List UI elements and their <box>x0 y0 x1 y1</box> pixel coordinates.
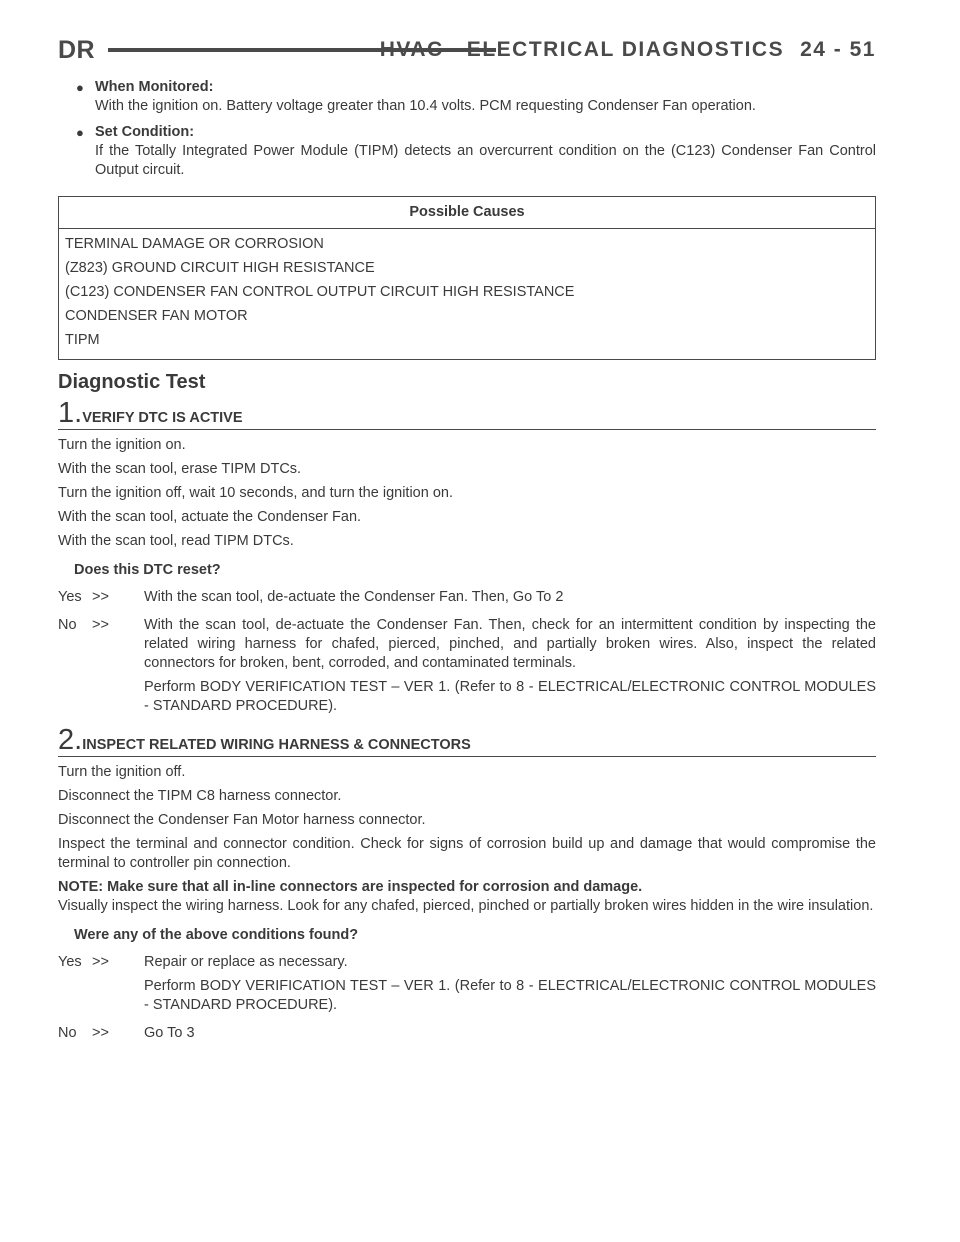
answer-key: Yes <box>58 589 82 605</box>
page-header <box>58 36 876 66</box>
step-instruction: With the scan tool, actuate the Condenser Fan. <box>58 509 362 525</box>
answer-body <box>144 1024 876 1048</box>
section-title <box>380 38 876 62</box>
step-instruction: Visually inspect the wiring harness. Look for any chafed, pierced, pinched or partially broken wires hidden in the wire insulation. <box>58 898 874 914</box>
manual-code: DR <box>58 36 96 64</box>
answer-text: With the scan tool, de-actuate the Condenser Fan. Then, check for an intermittent condition by inspecting the related wiring harness for chafed, pierced, pinched, and partially broken wires. Also, inspect the related connectors for broken, bent, corroded, and contaminated terminals. <box>144 617 876 671</box>
answer-text: Perform BODY VERIFICATION TEST – VER 1. (Refer to 8 - ELECTRICAL/ELECTRONIC CONTROL MODULES - STANDARD PROCEDURE). <box>144 679 876 714</box>
step-heading <box>58 397 876 430</box>
possible-causes-table <box>58 196 876 360</box>
cause-item: (C123) CONDENSER FAN CONTROL OUTPUT CIRCUIT HIGH RESISTANCE <box>65 284 575 300</box>
step-instruction: Disconnect the Condenser Fan Motor harness connector. <box>58 812 426 828</box>
answer-arrow: >> <box>92 954 109 970</box>
condition-label: When Monitored: <box>95 79 214 95</box>
step-instruction: Turn the ignition off, wait 10 seconds, and turn the ignition on. <box>58 485 453 501</box>
section-title-text: HVAC - ELECTRICAL DIAGNOSTICS <box>379 38 785 61</box>
answer-text: Go To 3 <box>144 1025 195 1041</box>
answer-key: No <box>58 1025 77 1041</box>
possible-causes-title: Possible Causes <box>59 197 875 229</box>
answer-text: With the scan tool, de-actuate the Condenser Fan. Then, Go To 2 <box>144 589 564 605</box>
step-instruction: Inspect the terminal and connector condition. Check for signs of corrosion build up and damage that would compromise the terminal to controller pin connection. <box>58 836 876 871</box>
step-instruction: With the scan tool, read TIPM DTCs. <box>58 533 294 549</box>
step-question: Does this DTC reset? <box>74 562 221 578</box>
answer-no <box>58 1024 876 1048</box>
answer-body <box>144 953 876 1020</box>
answer-yes <box>58 953 876 1020</box>
answer-arrow: >> <box>92 1025 109 1041</box>
step-note: NOTE: Make sure that all in-line connectors are inspected for corrosion and damage. <box>58 879 643 895</box>
cause-item: TIPM <box>65 332 100 348</box>
possible-causes-list <box>59 229 875 359</box>
page-number: 24 - 51 <box>800 38 876 61</box>
step-instruction: Turn the ignition on. <box>58 437 186 453</box>
step-heading <box>58 724 876 757</box>
answer-text: Perform BODY VERIFICATION TEST – VER 1. (Refer to 8 - ELECTRICAL/ELECTRONIC CONTROL MODULES - STANDARD PROCEDURE). <box>144 978 876 1013</box>
condition-list <box>58 78 876 180</box>
step-title: INSPECT RELATED WIRING HARNESS & CONNECTORS <box>82 737 471 753</box>
answer-yes <box>58 588 876 612</box>
cause-item: (Z823) GROUND CIRCUIT HIGH RESISTANCE <box>65 260 375 276</box>
step-number: 1. <box>58 397 83 429</box>
condition-when-monitored <box>58 78 876 116</box>
step-title: VERIFY DTC IS ACTIVE <box>82 410 243 426</box>
diagnostic-test-heading: Diagnostic Test <box>58 371 206 393</box>
page-content <box>58 78 876 1052</box>
step-instruction: Disconnect the TIPM C8 harness connector. <box>58 788 342 804</box>
bullet-icon: ● <box>76 125 84 140</box>
answer-body <box>144 588 876 612</box>
condition-set-condition <box>58 123 876 180</box>
step-instruction: Turn the ignition off. <box>58 764 186 780</box>
bullet-icon: ● <box>76 80 84 95</box>
condition-text: With the ignition on. Battery voltage greater than 10.4 volts. PCM requesting Condenser Fan operation. <box>95 98 756 114</box>
condition-label: Set Condition: <box>95 124 195 140</box>
step-2 <box>58 724 876 1048</box>
cause-item: TERMINAL DAMAGE OR CORROSION <box>65 236 324 252</box>
answer-arrow: >> <box>92 589 109 605</box>
answer-key: No <box>58 617 77 633</box>
step-number: 2. <box>58 724 83 756</box>
step-1 <box>58 397 876 721</box>
cause-item: CONDENSER FAN MOTOR <box>65 308 248 324</box>
answer-arrow: >> <box>92 617 109 633</box>
answer-no <box>58 616 876 721</box>
answer-body <box>144 616 876 721</box>
condition-text: If the Totally Integrated Power Module (TIPM) detects an overcurrent condition on the (C123) Condenser Fan Control Output circuit. <box>95 143 876 178</box>
step-question: Were any of the above conditions found? <box>74 927 359 943</box>
answer-key: Yes <box>58 954 82 970</box>
step-instruction: With the scan tool, erase TIPM DTCs. <box>58 461 302 477</box>
answer-text: Repair or replace as necessary. <box>144 954 348 970</box>
